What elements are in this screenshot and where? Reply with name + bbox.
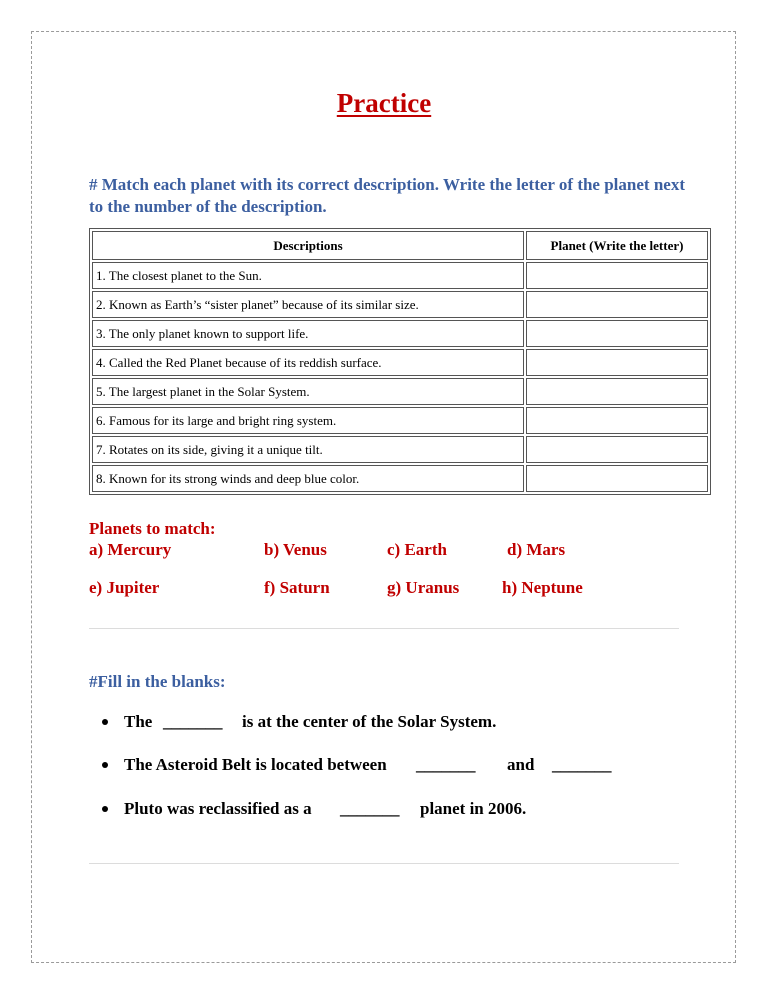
description-table	[89, 228, 711, 495]
table-row	[92, 349, 708, 376]
blank-field[interactable]: _______	[340, 799, 400, 818]
table-row	[92, 465, 708, 492]
planet-option-h: h) Neptune	[502, 578, 583, 597]
sentence-text: and	[507, 755, 535, 774]
page-border	[31, 31, 736, 963]
planet-letter-header: Planet (Write the letter)	[526, 231, 708, 260]
sentence-text: Pluto was reclassified as a	[124, 799, 312, 818]
table-row	[92, 436, 708, 463]
blank-field[interactable]: _______	[552, 755, 612, 774]
table-row	[92, 291, 708, 318]
planet-option-e: e) Jupiter	[89, 578, 160, 597]
page-title: Practice	[336, 88, 432, 118]
table-row	[92, 262, 708, 289]
table-row	[92, 407, 708, 434]
table-row	[92, 320, 708, 347]
sentence-text: planet in 2006.	[420, 799, 527, 818]
table-row	[92, 378, 708, 405]
answer-cell[interactable]	[526, 378, 708, 405]
sentence-text: The	[124, 712, 153, 731]
blank-field[interactable]: _______	[416, 755, 476, 774]
description-cell: 6. Famous for its large and bright ring system.	[92, 407, 524, 434]
answer-cell[interactable]	[526, 407, 708, 434]
answer-cell[interactable]	[526, 436, 708, 463]
description-cell: 2. Known as Earth’s “sister planet” because of its similar size.	[92, 291, 524, 318]
answer-cell[interactable]	[526, 349, 708, 376]
answer-cell[interactable]	[526, 262, 708, 289]
planets-to-match-title: Planets to match:	[89, 519, 216, 538]
blank-field[interactable]: _______	[163, 712, 223, 731]
answer-cell[interactable]	[526, 320, 708, 347]
table-header-row	[92, 231, 708, 260]
sentence-text: is at the center of the Solar System.	[242, 712, 497, 731]
bullet-dot	[102, 806, 108, 812]
fill-in-blanks-title: #Fill in the blanks:	[89, 672, 226, 691]
planet-option-g: g) Uranus	[387, 578, 460, 597]
description-cell: 1. The closest planet to the Sun.	[92, 262, 524, 289]
divider	[89, 628, 679, 629]
description-cell: 5. The largest planet in the Solar System.	[92, 378, 524, 405]
planet-option-c: c) Earth	[387, 540, 447, 559]
planet-option-f: f) Saturn	[264, 578, 330, 597]
answer-cell[interactable]	[526, 465, 708, 492]
planet-option-b: b) Venus	[264, 540, 327, 559]
answer-cell[interactable]	[526, 291, 708, 318]
description-cell: 3. The only planet known to support life.	[92, 320, 524, 347]
sentence-text: The Asteroid Belt is located between	[124, 755, 387, 774]
bullet-dot	[102, 719, 108, 725]
description-cell: 7. Rotates on its side, giving it a unique tilt.	[92, 436, 524, 463]
planet-option-d: d) Mars	[507, 540, 566, 559]
planet-option-a: a) Mercury	[89, 540, 172, 559]
description-cell: 8. Known for its strong winds and deep blue color.	[92, 465, 524, 492]
description-cell: 4. Called the Red Planet because of its reddish surface.	[92, 349, 524, 376]
divider	[89, 863, 679, 864]
descriptions-header: Descriptions	[92, 231, 524, 260]
bullet-dot	[102, 762, 108, 768]
matching-instruction: # Match each planet with its correct description. Write the letter of the planet next to the number of the description.	[89, 175, 685, 216]
